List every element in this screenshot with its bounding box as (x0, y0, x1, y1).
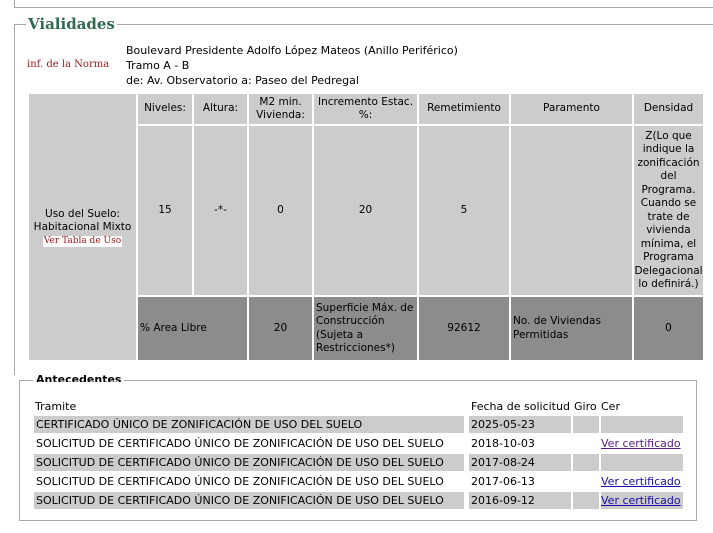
header-niveles: Niveles: (138, 94, 192, 124)
street-range: de: Av. Observatorio a: Paseo del Pedregal (126, 74, 359, 87)
table-row-cer (601, 492, 683, 509)
col-header-tramite: Tramite (35, 400, 77, 413)
value-niveles: 15 (138, 126, 192, 295)
ver-certificado-link[interactable]: Ver certificado (601, 475, 681, 488)
value-incremento-estac: 20 (314, 126, 417, 295)
table-row-fecha: 2017-06-13 (471, 475, 535, 488)
street-segment: Tramo A - B (126, 59, 190, 72)
section-title: Vialidades (28, 15, 115, 33)
header-incremento-estac: Incremento Estac. %: (314, 94, 417, 124)
area-libre-label: % Area Libre (138, 297, 247, 360)
col-header-giro: Giro (574, 400, 597, 413)
table-row-fecha: 2016-09-12 (469, 492, 571, 509)
ver-tabla-uso-link[interactable]: Ver Tabla de Uso (43, 235, 122, 246)
table-row-fecha: 2017-08-24 (469, 454, 571, 471)
table-row-tramite: SOLICITUD DE CERTIFICADO ÚNICO DE ZONIFICACIÓN DE USO DEL SUELO (36, 437, 444, 450)
table-row-giro (573, 454, 599, 471)
superficie-label: Superficie Máx. de Construcción (Sujeta a Restricciones*) (314, 297, 417, 360)
table-row-cer (601, 416, 683, 433)
col-header-fecha: Fecha de solicitud (471, 400, 570, 413)
table-row-tramite: SOLICITUD DE CERTIFICADO ÚNICO DE ZONIFICACIÓN DE USO DEL SUELO (34, 454, 464, 471)
table-row-tramite: SOLICITUD DE CERTIFICADO ÚNICO DE ZONIFICACIÓN DE USO DEL SUELO (34, 492, 464, 509)
table-row-cer (601, 435, 683, 452)
uso-suelo-label: Uso del Suelo: Habitacional Mixto (33, 207, 132, 233)
previous-section-border (14, 0, 713, 8)
col-header-cer: Cer (601, 400, 620, 413)
ver-certificado-link[interactable]: Ver certificado (601, 437, 681, 450)
header-m2-vivienda: M2 min. Vivienda: (249, 94, 312, 124)
table-row-giro (573, 435, 599, 452)
header-remetimiento: Remetimiento (419, 94, 509, 124)
table-row-fecha: 2025-05-23 (469, 416, 571, 433)
area-libre-value: 20 (249, 297, 312, 360)
norma-link[interactable]: inf. de la Norma (27, 59, 110, 70)
table-row-tramite: CERTIFICADO ÚNICO DE ZONIFICACIÓN DE USO DEL SUELO (34, 416, 464, 433)
value-altura: -*- (194, 126, 247, 295)
header-densidad: Densidad (634, 94, 703, 124)
street-name: Boulevard Presidente Adolfo López Mateos (Anillo Periférico) (126, 44, 458, 57)
value-remetimiento: 5 (419, 126, 509, 295)
value-paramento (511, 126, 632, 295)
superficie-value: 92612 (419, 297, 509, 360)
table-row-tramite: SOLICITUD DE CERTIFICADO ÚNICO DE ZONIFICACIÓN DE USO DEL SUELO (36, 475, 444, 488)
table-row-giro (573, 473, 599, 490)
value-densidad: Z(Lo que indique la zonificación del Programa. Cuando se trate de vivienda mínima, el Programa Delegacional lo definirá.) (634, 126, 703, 295)
table-row-cer (601, 473, 683, 490)
table-row-fecha: 2018-10-03 (471, 437, 535, 450)
table-row-giro (573, 492, 599, 509)
uso-suelo-cell (29, 94, 136, 360)
viviendas-value: 0 (634, 297, 703, 360)
ver-certificado-link[interactable]: Ver certificado (601, 494, 681, 507)
table-row-cer (601, 454, 683, 471)
antecedentes-title: Antecedentes (33, 374, 124, 382)
header-altura: Altura: (194, 94, 247, 124)
header-paramento: Paramento (511, 94, 632, 124)
table-row-giro (573, 416, 599, 433)
value-m2-vivienda: 0 (249, 126, 312, 295)
viviendas-label: No. de Viviendas Permitidas (511, 297, 632, 360)
